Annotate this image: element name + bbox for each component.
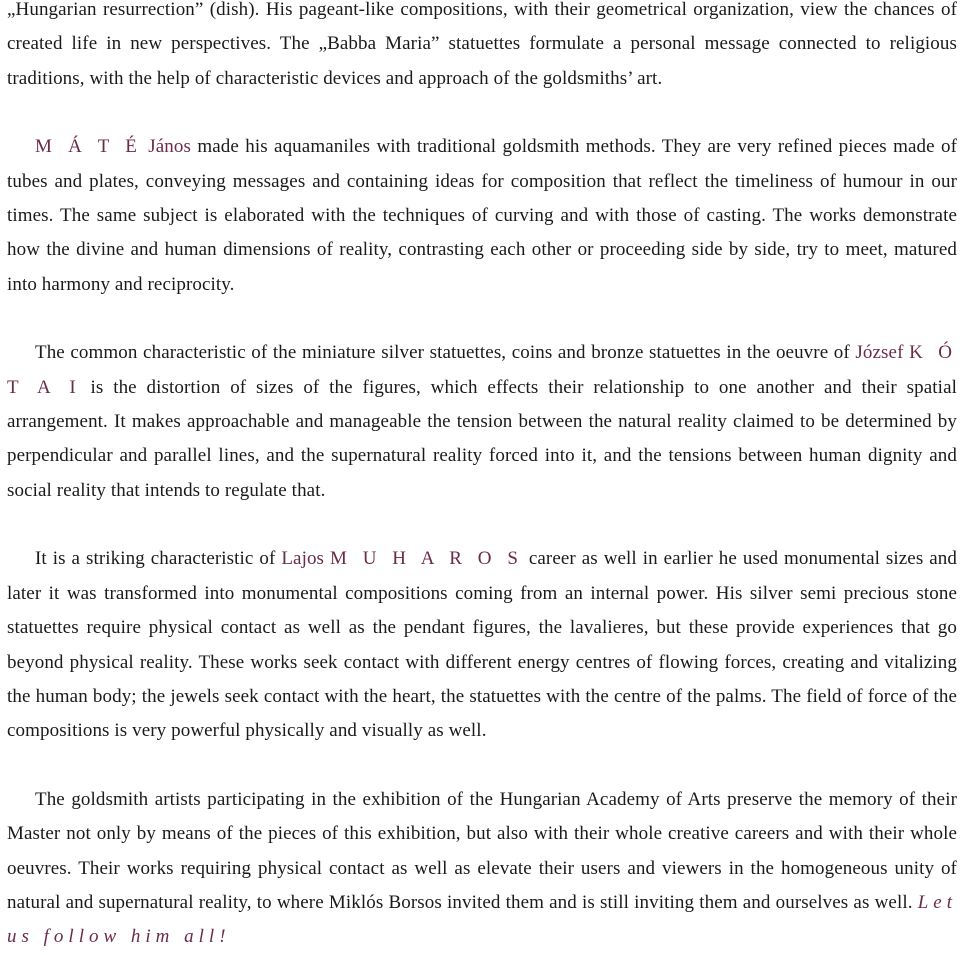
artist-name-muharos-lajos [281, 548, 523, 569]
artist-surname: M Á T É [35, 136, 142, 158]
artist-surname: M U H A R O S [330, 548, 523, 570]
paragraph-text: The goldsmith artists participating in the exhibition of the Hungarian Academy of Arts preserve the memory of their Master not only by means of the pieces of this exhibition, but also with their whole creative careers and with their whole oeuvres. Their works requiring physical contact as well as elevate their users and viewers in the homogeneous unity of natural and supernatural reality, to where Miklós Borsos invited them and is still inviting them and ourselves as well. [7, 788, 957, 913]
paragraph-kotai-jozsef [7, 336, 957, 508]
artist-given-name: Lajos [281, 548, 325, 570]
artist-given-name: József [855, 342, 904, 364]
paragraph-text-after: career as well in earlier he used monumental sizes and later it was transformed into monumental compositions coming from an internal power. His silver semi precious stone statuettes require physical contact as well as the pendant figures, the lavalieres, but these provide experiences that go beyond physical reality. These works seek contact with different energy centres of flowing forces, creating and vitalizing the human body; the jewels seek contact with the heart, the statuettes with the centre of the palms. The field of force of the compositions is very powerful physically and visually as well. [7, 548, 957, 742]
paragraph-text-before: It is a striking characteristic of [35, 548, 276, 570]
paragraph-goldsmith-artists [7, 783, 957, 955]
artist-given-name: János [148, 136, 191, 158]
paragraph-text-before: The common characteristic of the miniature silver statuettes, coins and bronze statuettes in the oeuvre of [35, 342, 850, 364]
artist-surname: K Ó T A I [7, 342, 958, 398]
paragraph-mate-janos [7, 130, 957, 302]
paragraph-hungarian-resurrection [7, 0, 957, 96]
closing-exhortation: Let us follow him all! [7, 891, 958, 948]
document-page [7, 0, 957, 955]
paragraph-text: „Hungarian resurrection” (dish). His pageant-like compositions, with their geometrical organization, view the chances of created life in new perspectives. The „Babba Maria” statuettes formulate a personal message connected to religious traditions, with the help of characteristic devices and approach of the goldsmiths’ art. [7, 0, 957, 89]
paragraph-text: made his aquamaniles with traditional goldsmith methods. They are very refined pieces made of tubes and plates, conveying messages and containing ideas for composition that reflect the timeliness of humour in our times. The same subject is elaborated with the techniques of curving and with those of casting. The works demonstrate how the divine and human dimensions of reality, contrasting each other or proceeding side by side, try to meet, matured into harmony and reciprocity. [7, 136, 958, 295]
paragraph-muharos-lajos [7, 542, 957, 748]
artist-name-mate-janos [35, 136, 191, 157]
paragraph-text-after: is the distortion of sizes of the figures, which effects their relationship to one another and their spatial arrangement. It makes approachable and manageable the tension between the natural reality claimed to be determined by perpendicular and parallel lines, and the supernatural reality forced into it, and the tensions between human dignity and social reality that intends to regulate that. [7, 376, 957, 501]
